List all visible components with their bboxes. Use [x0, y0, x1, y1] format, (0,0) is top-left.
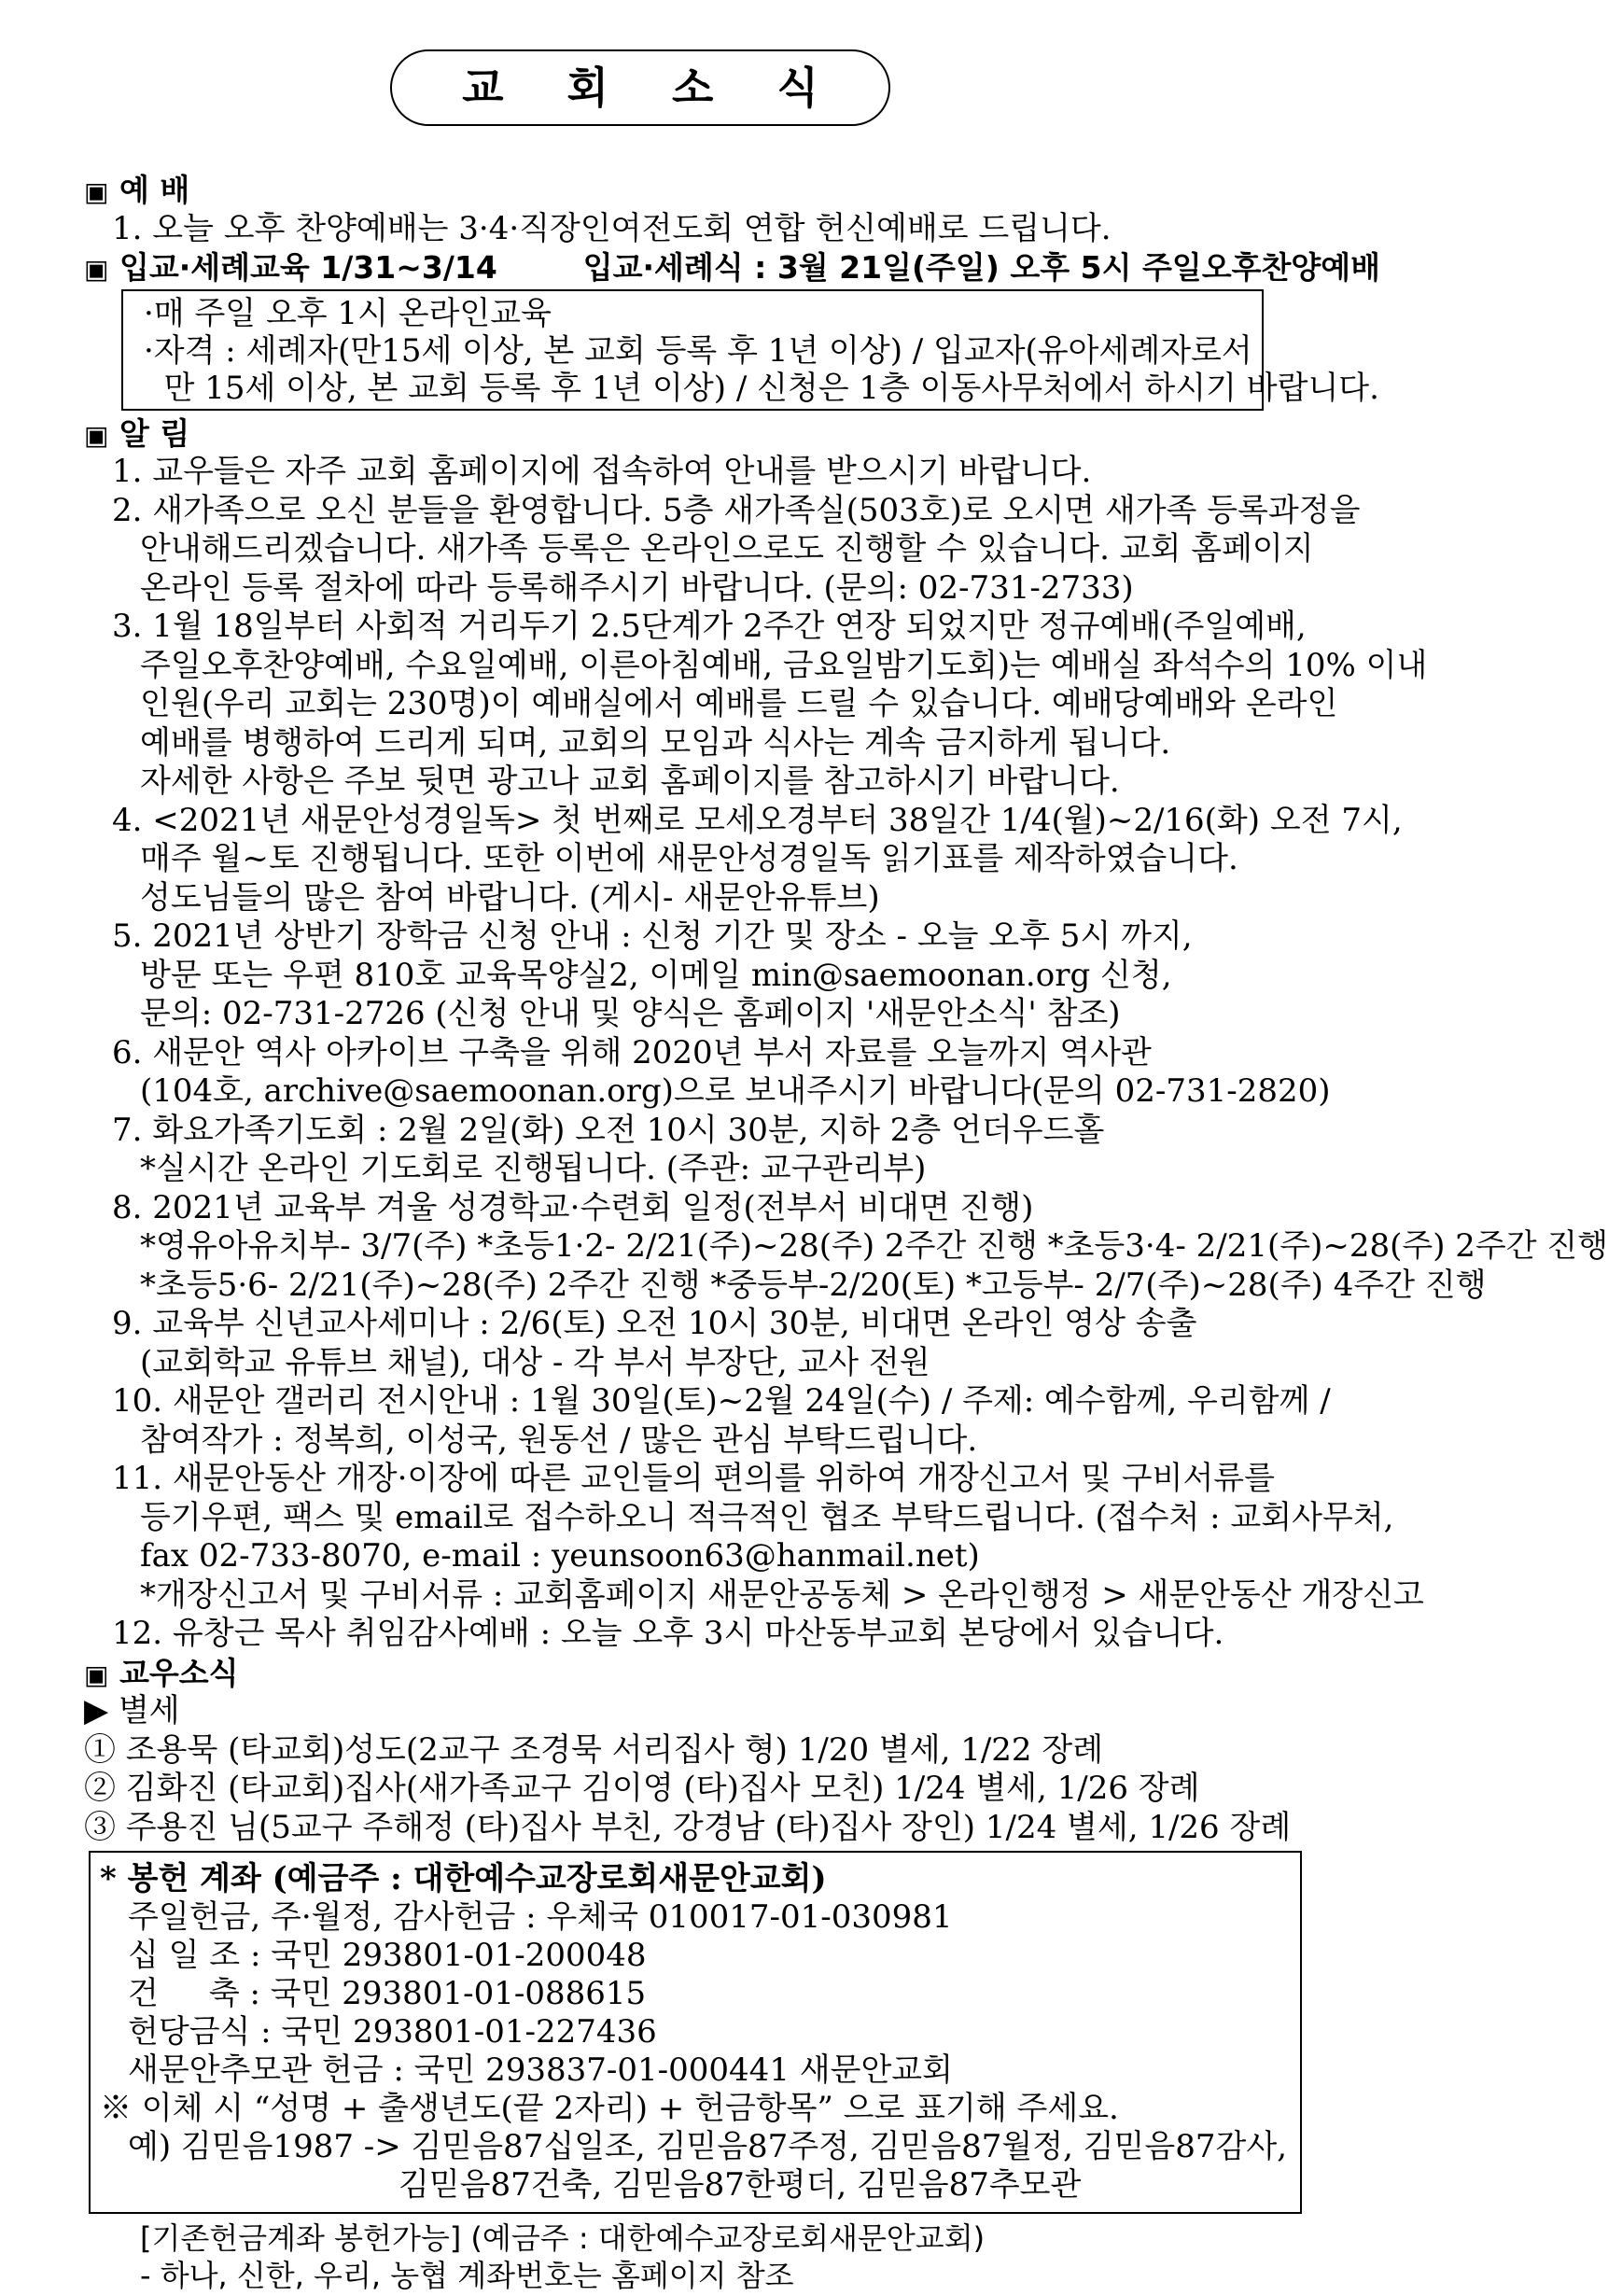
offering-account: 십 일 조 : 국민 293801-01-200048: [128, 1937, 647, 1974]
page-title: 교 회 소 식: [390, 49, 890, 126]
member-item: ① 조용묵 (타교회)성도(2교구 조경묵 서리집사 형) 1/20 별세, 1/22 장례: [84, 1730, 1104, 1769]
square-bullet-icon: ▣: [84, 1659, 109, 1690]
notice-line: 3. 1월 18일부터 사회적 거리두기 2.5단계가 2주간 연장 되었지만 정규예배(주일예배,: [112, 608, 1307, 645]
notices-list: [84, 453, 1608, 1654]
notice-line: 5. 2021년 상반기 장학금 신청 안내 : 신청 기간 및 장소 - 오늘 오후 5시 까지,: [112, 917, 1193, 955]
footer-note: [84, 2219, 1316, 2294]
notices-heading: ▣ 알 림: [84, 414, 1316, 454]
notice-line: 주일오후찬양예배, 수요일예배, 이른아침예배, 금요일밤기도회)는 예배실 좌석수의 10% 이내: [140, 646, 1428, 684]
notice-line: 1. 교우들은 자주 교회 홈페이지에 접속하여 안내를 받으시기 바랍니다.: [112, 453, 1092, 490]
notice-line: *실시간 온라인 기도회로 진행됩니다. (주관: 교구관리부): [140, 1150, 927, 1187]
notice-line: 6. 새문안 역사 아카이브 구축을 위해 2020년 부서 자료를 오늘까지 역사관: [112, 1033, 1152, 1071]
square-bullet-icon: ▣: [84, 176, 109, 207]
notice-line: *개장신고서 및 구비서류 : 교회홈페이지 새문안공동체 > 온라인행정 > 새문안동산 개장신고: [140, 1575, 1424, 1614]
offering-account: 헌당금식 : 국민 293801-01-227436: [128, 2013, 657, 2051]
offering-note: ※ 이체 시 “성명 + 출생년도(끝 2자리) + 헌금항목” 으로 표기해 주세요.: [100, 2090, 1119, 2127]
notice-line: 10. 새문안 갤러리 전시안내 : 1월 30일(토)~2월 24일(수) / 주제: 예수함께, 우리함께 /: [112, 1382, 1331, 1420]
worship-heading: ▣ 예 배: [84, 171, 1316, 210]
notice-line: 8. 2021년 교육부 겨울 성경학교·수련회 일정(전부서 비대면 진행): [112, 1188, 1034, 1226]
notice-line: 인원(우리 교회는 230명)이 예배실에서 예배를 드릴 수 있습니다. 예배당예배와 온라인: [140, 685, 1338, 722]
notice-line: fax 02-733-8070, e-mail : yeunsoon63@hanmail.net): [140, 1537, 980, 1575]
notice-line: 4. <2021년 새문안성경일독> 첫 번째로 모세오경부터 38일간 1/4(월)~2/16(화) 오전 7시,: [112, 801, 1403, 839]
baptism-info-line: ·자격 : 세례자(만15세 이상, 본 교회 등록 후 1년 이상) / 입교자(유아세례자로서: [144, 331, 1252, 370]
offering-box: [89, 1851, 1302, 2214]
notice-line: 예배를 병행하여 드리게 되며, 교회의 모임과 식사는 계속 금지하게 됩니다.: [140, 723, 1171, 762]
member-item: ③ 주용진 님(5교구 주해정 (타)집사 부친, 강경남 (타)집사 장인) 1/24 별세, 1/26 장례: [84, 1808, 1292, 1846]
notice-line: 2. 새가족으로 오신 분들을 환영합니다. 5층 새가족실(503호)로 오시면 새가족 등록과정을: [112, 491, 1361, 529]
offering-example: 김믿음87건축, 김믿음87한평더, 김믿음87추모관: [399, 2166, 1082, 2204]
square-bullet-icon: ▣: [84, 419, 109, 451]
notice-line: 9. 교육부 신년교사세미나 : 2/6(토) 오전 10시 30분, 비대면 온라인 영상 송출: [112, 1305, 1197, 1342]
baptism-info-box: [121, 289, 1379, 411]
footer-line: - 하나, 신한, 우리, 농협 계좌번호는 홈페이지 참조: [140, 2258, 794, 2293]
notice-line: 방문 또는 우편 810호 교육목양실2, 이메일 min@saemoonan.org 신청,: [140, 956, 1172, 994]
notice-line: 12. 유창근 목사 취임감사예배 : 오늘 오후 3시 마산동부교회 본당에서 있습니다.: [112, 1615, 1224, 1652]
baptism-info-line: ·매 주일 오후 1시 온라인교육: [144, 294, 552, 332]
baptism-heading: ▣ 입교·세례교육 1/31~3/14 입교·세례식 : 3월 21일(주일) 오후 5시 주일오후찬양예배: [84, 248, 1316, 287]
notice-line: 성도님들의 많은 참여 바랍니다. (게시- 새문안유튜브): [140, 878, 880, 917]
notice-line: *영유아유치부- 3/7(주) *초등1·2- 2/21(주)~28(주) 2주간 진행 *초등3·4- 2/21(주)~28(주) 2주간 진행: [140, 1227, 1608, 1265]
square-bullet-icon: ▣: [84, 254, 109, 285]
notice-line: 7. 화요가족기도회 : 2월 2일(화) 오전 10시 30분, 지하 2층 언더우드홀: [112, 1111, 1105, 1149]
offering-account: 주일헌금, 주·월정, 감사헌금 : 우체국 010017-01-030981: [128, 1898, 953, 1936]
notice-line: 안내해드리겠습니다. 새가족 등록은 온라인으로도 진행할 수 있습니다. 교회 홈페이지: [140, 530, 1314, 567]
members-subheading: ▶ 별세: [84, 1692, 180, 1729]
worship-item: 1. 오늘 오후 찬양예배는 3·4·직장인여전도회 연합 헌신예배로 드립니다.: [112, 209, 1112, 247]
offering-heading: * 봉헌 계좌 (예금주 : 대한예수교장로회새문안교회): [100, 1860, 827, 1897]
notice-line: 문의: 02-731-2726 (신청 안내 및 양식은 홈페이지 '새문안소식' 참조): [140, 995, 1121, 1032]
notice-line: 등기우편, 팩스 및 email로 접수하오니 적극적인 협조 부탁드립니다. (접수처 : 교회사무처,: [140, 1498, 1394, 1536]
offering-account: 건 축 : 국민 293801-01-088615: [128, 1975, 647, 2012]
baptism-info-line: 만 15세 이상, 본 교회 등록 후 1년 이상) / 신청은 1층 이동사무처에서 하시기 바랍니다.: [144, 369, 1379, 407]
notice-line: 매주 월~토 진행됩니다. 또한 이번에 새문안성경일독 읽기표를 제작하였습니다.: [140, 840, 1238, 877]
members-heading: ▣ 교우소식: [84, 1654, 1316, 1693]
notice-line: 온라인 등록 절차에 따라 등록해주시기 바랍니다. (문의: 02-731-2733): [140, 568, 1134, 607]
offering-account: 새문안추모관 헌금 : 국민 293837-01-000441 새문안교회: [128, 2051, 953, 2089]
notice-line: (104호, archive@saemoonan.org)으로 보내주시기 바랍니다(문의 02-731-2820): [140, 1072, 1331, 1110]
notice-line: *초등5·6- 2/21(주)~28(주) 2주간 진행 *중등부-2/20(토) *고등부- 2/7(주)~28(주) 4주간 진행: [140, 1266, 1487, 1304]
footer-line: [기존헌금계좌 봉헌가능] (예금주 : 대한예수교장로회새문안교회): [140, 2220, 986, 2256]
notice-line: 참여작가 : 정복희, 이성국, 원동선 / 많은 관심 부탁드립니다.: [140, 1421, 978, 1459]
notice-line: 자세한 사항은 주보 뒷면 광고나 교회 홈페이지를 참고하시기 바랍니다.: [140, 763, 1120, 800]
notice-line: (교회학교 유튜브 채널), 대상 - 각 부서 부장단, 교사 전원: [140, 1343, 930, 1381]
member-item: ② 김화진 (타교회)집사(새가족교구 김이영 (타)집사 모친) 1/24 별세, 1/26 장례: [84, 1770, 1200, 1807]
content: [84, 171, 1608, 2294]
offering-example: 예) 김믿음1987 -> 김믿음87십일조, 김믿음87주정, 김믿음87월정, 김믿음87감사,: [128, 2128, 1287, 2165]
notice-line: 11. 새문안동산 개장·이장에 따른 교인들의 편의를 위하여 개장신고서 및 구비서류를: [112, 1460, 1275, 1497]
